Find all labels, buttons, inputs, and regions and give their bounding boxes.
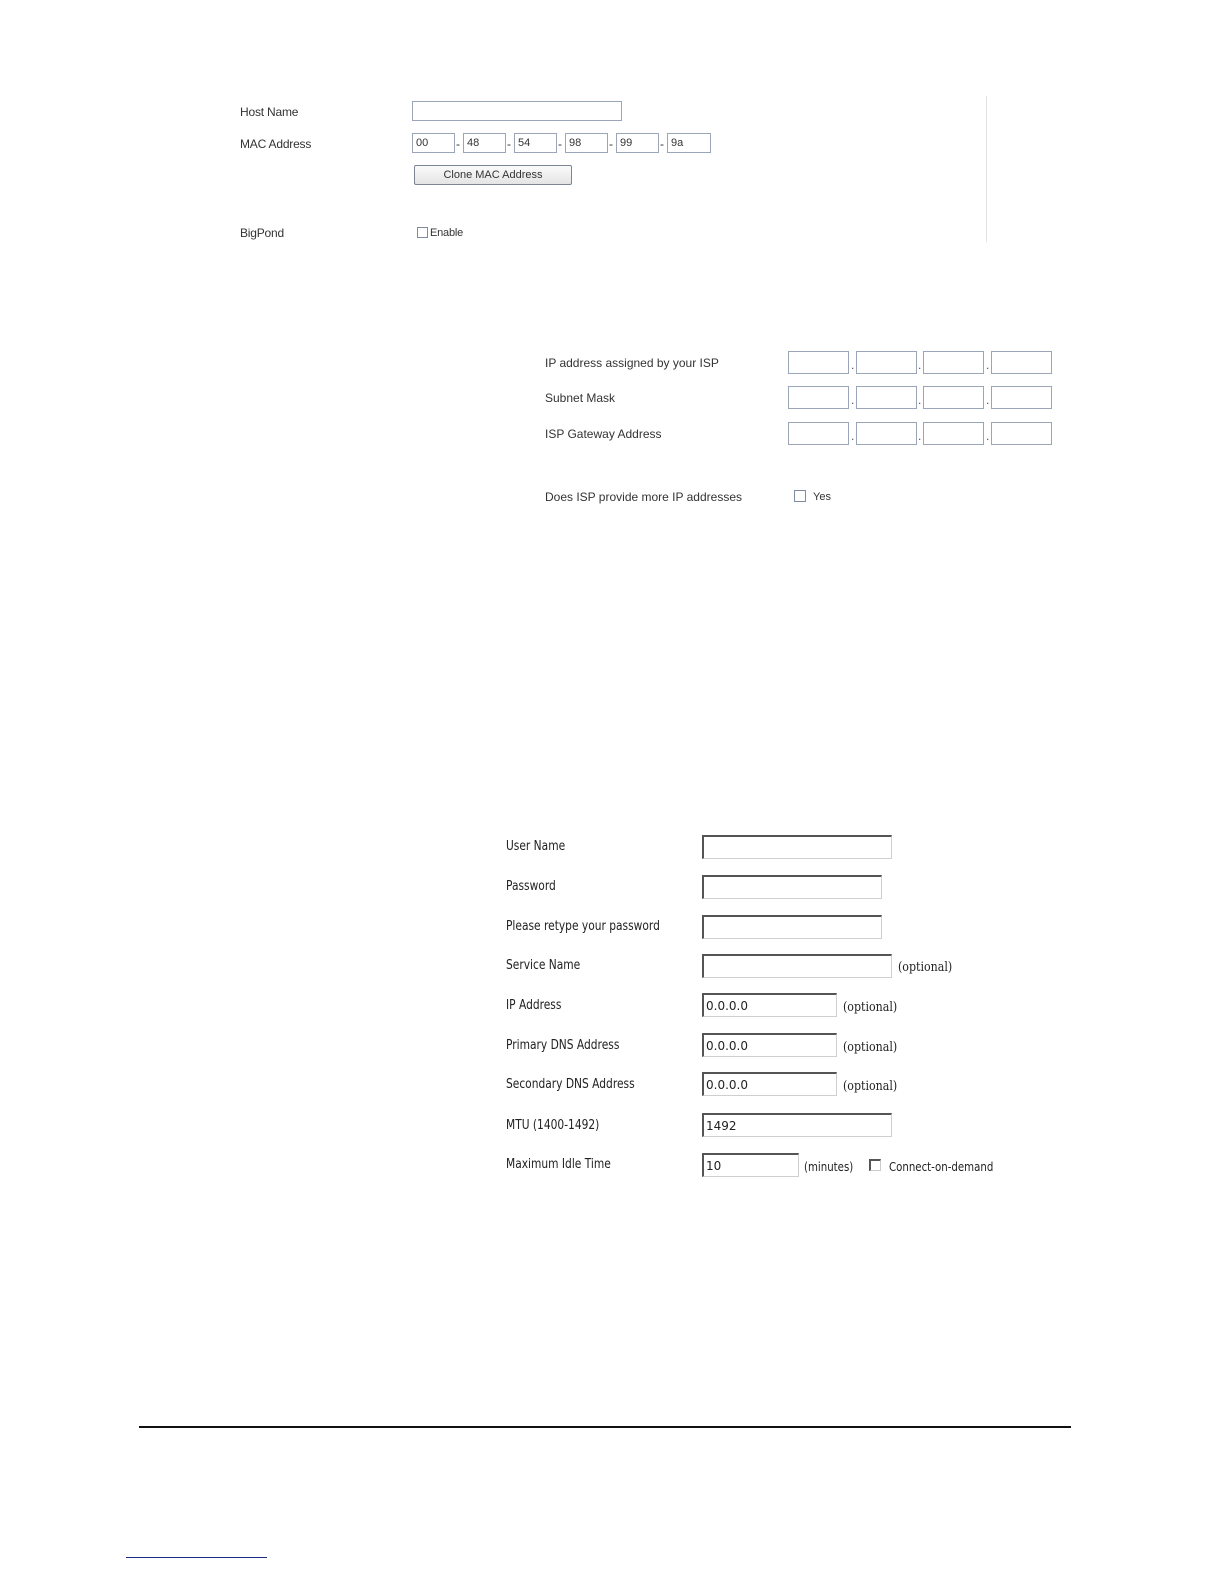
dynamic-ip-settings-panel	[0, 0, 1224, 260]
ip-separator: .	[986, 429, 990, 443]
service-name-input[interactable]	[702, 954, 892, 978]
ip-separator: .	[918, 358, 922, 372]
ip-address-input[interactable]	[702, 993, 837, 1017]
more-ip-addresses-label: Does ISP provide more IP addresses	[545, 490, 742, 504]
gateway-octet-1-input[interactable]	[788, 422, 849, 445]
gateway-octet-3-input[interactable]	[923, 422, 984, 445]
mtu-label: MTU (1400-1492)	[506, 1118, 600, 1133]
gateway-octet-4-input[interactable]	[991, 422, 1052, 445]
secondary-dns-label: Secondary DNS Address	[506, 1077, 635, 1092]
connect-on-demand-label: Connect-on-demand	[889, 1160, 994, 1174]
ip-address-octet-2-input[interactable]	[856, 351, 917, 374]
user-name-label: User Name	[506, 839, 566, 854]
max-idle-time-label: Maximum Idle Time	[506, 1157, 611, 1172]
ip-separator: .	[851, 358, 855, 372]
service-name-optional-note: (optional)	[898, 960, 953, 975]
subnet-mask-label: Subnet Mask	[545, 391, 616, 405]
ip-address-optional-note: (optional)	[843, 1000, 898, 1015]
more-ip-yes-checkbox[interactable]	[794, 490, 806, 502]
gateway-octet-2-input[interactable]	[856, 422, 917, 445]
ip-separator: .	[986, 393, 990, 407]
ip-separator: .	[851, 429, 855, 443]
mac-address-label: MAC Address	[240, 137, 312, 151]
ip-address-octet-1-input[interactable]	[788, 351, 849, 374]
ip-address-label: IP address assigned by your ISP	[545, 356, 719, 370]
mac-separator: -	[609, 137, 613, 151]
host-name-label: Host Name	[240, 105, 299, 119]
subnet-mask-octet-2-input[interactable]	[856, 386, 917, 409]
primary-dns-label: Primary DNS Address	[506, 1038, 620, 1053]
mac-octet-2-input[interactable]	[463, 133, 506, 153]
bigpond-enable-checkbox[interactable]	[417, 227, 428, 238]
mtu-input[interactable]	[702, 1113, 892, 1137]
bigpond-label: BigPond	[240, 226, 284, 240]
subnet-mask-octet-3-input[interactable]	[923, 386, 984, 409]
more-ip-yes-label: Yes	[813, 491, 831, 503]
mac-octet-4-input[interactable]	[565, 133, 608, 153]
footer-rule	[139, 1426, 1071, 1428]
ip-separator: .	[851, 393, 855, 407]
ip-separator: .	[918, 429, 922, 443]
footnote-rule	[126, 1557, 267, 1558]
gateway-address-label: ISP Gateway Address	[545, 427, 662, 441]
subnet-mask-octet-4-input[interactable]	[991, 386, 1052, 409]
minutes-unit-label: (minutes)	[804, 1160, 854, 1174]
clone-mac-address-button[interactable]: Clone MAC Address	[414, 165, 572, 185]
host-name-input[interactable]	[412, 101, 622, 121]
mac-separator: -	[558, 137, 562, 151]
max-idle-time-input[interactable]	[702, 1153, 799, 1177]
connect-on-demand-checkbox[interactable]	[869, 1159, 881, 1171]
primary-dns-optional-note: (optional)	[843, 1040, 898, 1055]
subnet-mask-octet-1-input[interactable]	[788, 386, 849, 409]
bigpond-enable-label: Enable	[430, 227, 464, 239]
mac-octet-6-input[interactable]	[667, 133, 711, 153]
primary-dns-input[interactable]	[702, 1033, 837, 1057]
mac-octet-5-input[interactable]	[616, 133, 659, 153]
retype-password-label: Please retype your password	[506, 919, 660, 934]
mac-octet-1-input[interactable]	[412, 133, 455, 153]
mac-separator: -	[456, 137, 460, 151]
ip-address-octet-4-input[interactable]	[991, 351, 1052, 374]
ip-separator: .	[986, 358, 990, 372]
mac-separator: -	[507, 137, 511, 151]
mac-separator: -	[660, 137, 664, 151]
password-label: Password	[506, 879, 556, 894]
mac-octet-3-input[interactable]	[514, 133, 557, 153]
password-input[interactable]	[702, 875, 882, 899]
user-name-input[interactable]	[702, 835, 892, 859]
service-name-label: Service Name	[506, 958, 581, 973]
ip-address-octet-3-input[interactable]	[923, 351, 984, 374]
panel-divider	[986, 96, 987, 242]
ip-separator: .	[918, 393, 922, 407]
secondary-dns-optional-note: (optional)	[843, 1079, 898, 1094]
secondary-dns-input[interactable]	[702, 1072, 837, 1096]
ip-address-label: IP Address	[506, 998, 562, 1013]
retype-password-input[interactable]	[702, 915, 882, 939]
